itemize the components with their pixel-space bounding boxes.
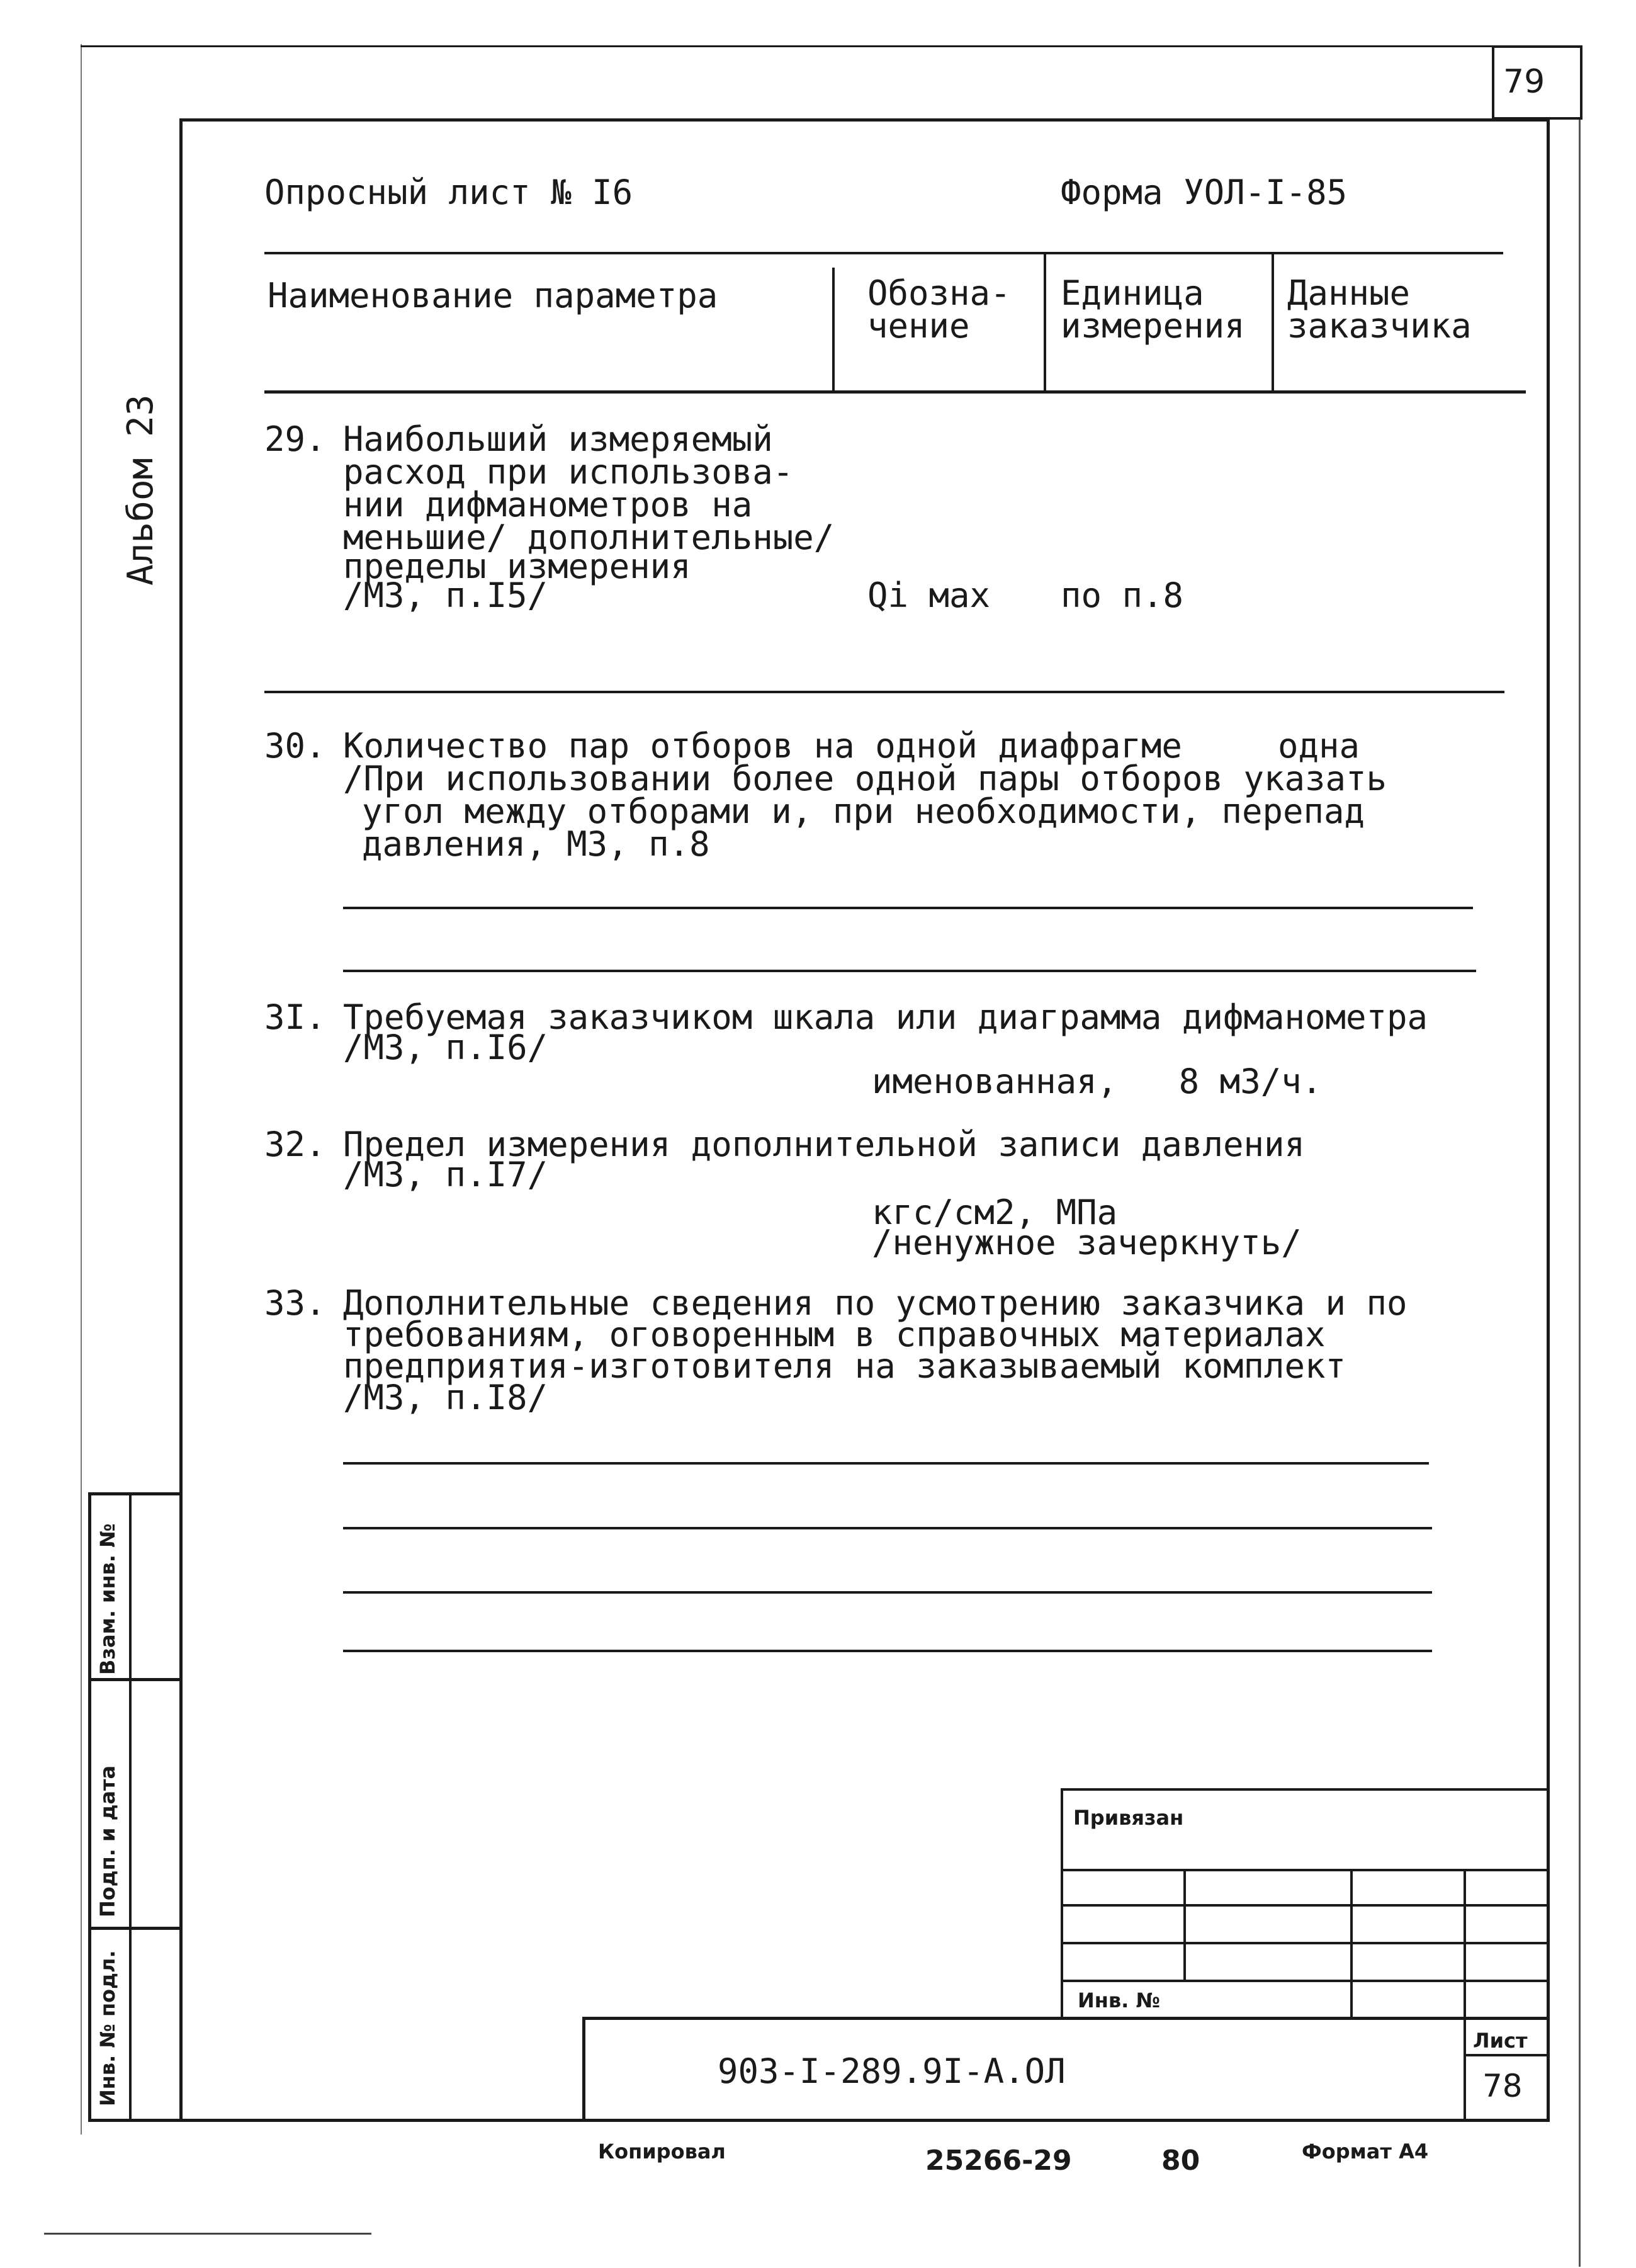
document-code: 903-I-289.9I-А.ОЛ bbox=[718, 2051, 1066, 2091]
item-32-line: /МЗ, п.I7/ bbox=[343, 1155, 548, 1194]
item-30-line: /При использовании более одной пары отборов указать bbox=[343, 759, 1387, 798]
item-31-line: Требуемая заказчиком шкала или диаграмма дифманометра bbox=[343, 997, 1428, 1037]
title-block-col bbox=[1350, 1869, 1353, 2018]
survey-sheet-title: Опросный лист № I6 bbox=[264, 173, 633, 212]
col-divider-3 bbox=[1272, 254, 1274, 390]
item-30-line: угол между отборами и, при необходимости, перепад bbox=[362, 791, 1365, 831]
item-29-line: /МЗ, п.I5/ bbox=[343, 576, 548, 615]
item-31-line: /МЗ, п.I6/ bbox=[343, 1028, 548, 1067]
col-divider-2 bbox=[1044, 254, 1046, 390]
col-header-unit-2: измерения bbox=[1061, 306, 1245, 346]
item-32-line: Предел измерения дополнительной записи давления bbox=[343, 1125, 1306, 1164]
left-margin-line bbox=[81, 44, 82, 2135]
doc-block-left bbox=[582, 2017, 585, 2122]
format-label: Формат А4 bbox=[1302, 2140, 1429, 2163]
item-29-line: нии дифманометров на bbox=[343, 485, 753, 524]
top-margin-line bbox=[81, 45, 1492, 47]
doc-block-top bbox=[582, 2017, 1549, 2020]
title-block-top bbox=[1061, 1788, 1549, 1791]
item-29-line: меньшие/ дополнительные/ bbox=[343, 518, 835, 557]
item-33-line: /МЗ, п.I8/ bbox=[343, 1378, 548, 1417]
col-header-customer-1: Данные bbox=[1287, 273, 1411, 313]
sheet-label: Лист bbox=[1473, 2029, 1528, 2053]
title-block-left bbox=[1061, 1788, 1063, 2018]
frame-left bbox=[179, 118, 183, 2121]
side-stamp-row bbox=[88, 1678, 183, 1681]
bottom-scan-line bbox=[44, 2233, 371, 2235]
item-31-number: 3I. bbox=[264, 997, 326, 1037]
side-stamp-row bbox=[88, 1927, 183, 1930]
col-header-param: Наименование параметра bbox=[268, 276, 718, 315]
vzam-inv-label: Взам. инв. № bbox=[96, 1523, 120, 1675]
title-block-row bbox=[1061, 1869, 1549, 1871]
item-33-line: требованиям, оговоренным в справочных материалах bbox=[343, 1315, 1326, 1354]
col-header-designation-2: чение bbox=[867, 306, 970, 346]
item-29-line: пределы измерения bbox=[343, 547, 691, 586]
item-33-number: 33. bbox=[264, 1283, 326, 1323]
title-block-col bbox=[1183, 1869, 1186, 1981]
item-30-line: давления, МЗ, п.8 bbox=[362, 824, 710, 864]
item-33-line: предприятия-изготовителя на заказываемый комплект bbox=[343, 1346, 1346, 1386]
item-30-value: одна bbox=[1278, 726, 1360, 766]
page-count: 80 bbox=[1161, 2145, 1200, 2177]
item-29-designation: Qi мах bbox=[867, 576, 991, 615]
album-label: Альбом 23 bbox=[120, 394, 161, 586]
item-33-line: Дополнительные сведения по усмотрению заказчика и по bbox=[343, 1283, 1408, 1323]
item-30-number: 30. bbox=[264, 726, 326, 766]
privyazan-label: Привязан bbox=[1073, 1806, 1184, 1830]
side-stamp-top bbox=[88, 1492, 183, 1495]
podp-data-label: Подп. и дата bbox=[96, 1765, 120, 1917]
title-block-row bbox=[1061, 1904, 1549, 1907]
title-block-col bbox=[1464, 1869, 1466, 2121]
page-number: 79 bbox=[1503, 63, 1545, 101]
side-stamp-mid bbox=[129, 1492, 132, 2122]
side-stamp-left bbox=[88, 1492, 91, 2122]
title-block-row bbox=[1061, 1942, 1549, 1944]
col-divider-1 bbox=[832, 268, 835, 391]
item-31-value: именованная, 8 м3/ч. bbox=[872, 1062, 1323, 1101]
item-32-value: кгс/см2, МПа bbox=[872, 1193, 1118, 1232]
inv-podl-label: Инв. № подл. bbox=[96, 1950, 120, 2106]
blank-line bbox=[343, 1527, 1432, 1529]
order-number: 25266-29 bbox=[925, 2145, 1072, 2177]
item-29-line: Наибольший измеряемый bbox=[343, 419, 773, 459]
blank-line bbox=[343, 1591, 1432, 1594]
blank-line bbox=[343, 970, 1476, 972]
item-29-line: расход при использова- bbox=[343, 452, 794, 492]
table-header-bottom bbox=[264, 390, 1526, 394]
form-code: Форма УОЛ-I-85 bbox=[1061, 173, 1348, 212]
item-32-number: 32. bbox=[264, 1125, 326, 1164]
blank-line bbox=[343, 1462, 1429, 1465]
table-header-top bbox=[264, 252, 1503, 254]
item-30-line: Количество пар отборов на одной диафрагме bbox=[343, 726, 1182, 766]
right-edge-line bbox=[1579, 120, 1581, 2267]
col-header-unit-1: Единица bbox=[1061, 273, 1204, 313]
frame-bottom bbox=[88, 2119, 1550, 2122]
item-29-separator bbox=[264, 691, 1504, 693]
item-29-unit: по п.8 bbox=[1061, 576, 1184, 615]
item-29-number: 29. bbox=[264, 419, 326, 459]
blank-line bbox=[343, 907, 1473, 909]
sheet-number: 78 bbox=[1482, 2068, 1523, 2104]
frame-top bbox=[183, 118, 1550, 122]
item-32-value: /ненужное зачеркнуть/ bbox=[872, 1223, 1302, 1262]
title-block-row bbox=[1061, 1980, 1549, 1982]
sheet-divider bbox=[1464, 2054, 1549, 2056]
blank-line bbox=[343, 1650, 1432, 1652]
copied-label: Копировал bbox=[598, 2140, 726, 2163]
col-header-designation-1: Обозна- bbox=[867, 273, 1011, 313]
frame-right bbox=[1547, 118, 1550, 2122]
col-header-customer-2: заказчика bbox=[1287, 306, 1472, 346]
inv-no-label: Инв. № bbox=[1078, 1988, 1160, 2012]
